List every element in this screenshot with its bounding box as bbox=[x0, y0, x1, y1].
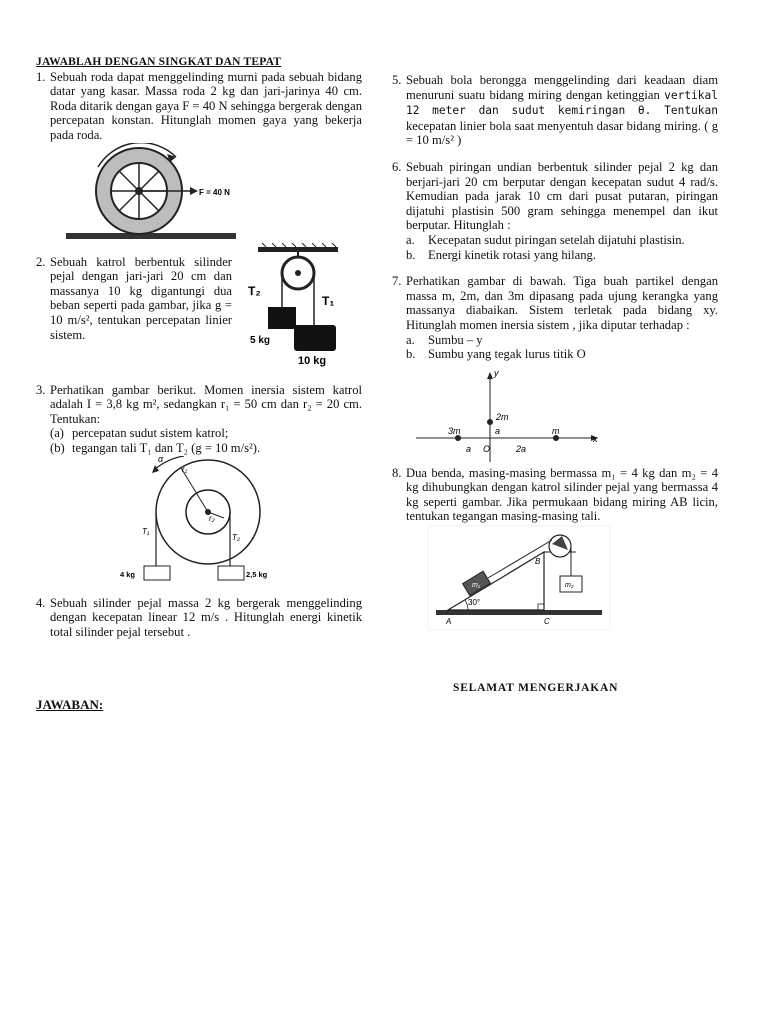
sub-label: a. bbox=[406, 232, 415, 247]
ceiling bbox=[258, 247, 338, 252]
question-number: 2. bbox=[36, 254, 46, 269]
question-7b bbox=[406, 347, 718, 362]
text-part: Sebuah bola berongga menggelinding dari keadaan diam menuruni suatu bidang miring dengan ketinggian bbox=[406, 73, 718, 102]
question-5 bbox=[392, 73, 718, 148]
sub-text: percepatan sudut sistem katrol; bbox=[72, 426, 229, 441]
point-c-label: C bbox=[544, 617, 550, 627]
pulley-diagram bbox=[228, 243, 358, 369]
axes-figure bbox=[392, 362, 718, 466]
sub-text: Kecepatan sudut piringan setelah dijatuhi plastisin. bbox=[428, 232, 685, 247]
incline-figure bbox=[392, 524, 718, 636]
question-number: 7. bbox=[392, 274, 402, 289]
question-intro: Perhatikan gambar berikut. Momen inersia sistem katrol adalah I = 3,8 kg m², sedangkan r₁ = 50 cm dan r₂ = 20 cm. Tentukan: bbox=[50, 382, 362, 426]
question-text bbox=[406, 73, 718, 148]
question-text: Dua benda, masing-masing bermassa m₁ = 4 kg dan m₂ = 4 kg dihubungkan dengan katrol silinder pejal yang bermassa 4 kg seperti gambar. Jika permukaan bidang miring AB licin, tentukan tegangan masing-masing tali. bbox=[406, 465, 718, 524]
block-m2-label: m₂ bbox=[565, 582, 574, 590]
left-column bbox=[36, 55, 362, 639]
tension-t2-label: T₂ bbox=[248, 283, 261, 298]
particle-m-label: m bbox=[552, 425, 560, 436]
sub-text: Energi kinetik rotasi yang hilang. bbox=[428, 247, 596, 262]
question-2-block bbox=[36, 255, 362, 383]
question-number: 8. bbox=[392, 465, 402, 480]
question-text: Sebuah silinder pejal massa 2 kg bergerak menggelinding dengan kecepatan linear 12 m/s . Hitunglah energi kinetik total silinder pejal tersebut . bbox=[50, 595, 362, 639]
closing-message: SELAMAT MENGERJAKAN bbox=[453, 682, 619, 694]
sub-text: Sumbu yang tegak lurus titik O bbox=[428, 347, 586, 362]
question-2 bbox=[36, 255, 232, 343]
question-6a bbox=[406, 233, 718, 248]
particle-axes-diagram bbox=[392, 362, 718, 466]
mass-10kg-label: 10 kg bbox=[298, 354, 327, 367]
distance-a-bottom: a bbox=[466, 443, 472, 454]
question-1 bbox=[36, 70, 362, 143]
question-3 bbox=[36, 383, 362, 456]
question-text: Sebuah katrol berbentuk silinder pejal dengan jari-jari 20 cm dan massanya 10 kg digantungi dua beban seperti pada gambar, jika g = 10 m/s², tentukan percepatan linier sistem. bbox=[50, 254, 232, 342]
mass-2-5kg bbox=[218, 566, 244, 580]
y-axis-arrowhead bbox=[487, 372, 493, 379]
ceiling-hatch bbox=[262, 243, 336, 247]
instruction-heading: JAWABLAH DENGAN SINGKAT DAN TEPAT bbox=[36, 56, 282, 68]
mass-10kg bbox=[294, 325, 336, 351]
x-axis-label: x bbox=[593, 433, 598, 444]
r1-label: r₁ bbox=[182, 464, 188, 474]
question-3b bbox=[50, 441, 362, 456]
sub-label: b. bbox=[406, 347, 416, 362]
point-a-label: A bbox=[446, 617, 452, 627]
question-8 bbox=[392, 466, 718, 524]
sub-label: (a) bbox=[50, 426, 64, 441]
question-number: 6. bbox=[392, 159, 402, 174]
right-column bbox=[392, 73, 718, 636]
answer-heading: JAWABAN: bbox=[36, 697, 104, 712]
pulley-axle bbox=[295, 270, 301, 276]
question-number: 3. bbox=[36, 382, 46, 397]
origin-label: O bbox=[483, 443, 491, 454]
y-axis-label: y bbox=[494, 367, 499, 378]
mass-5kg bbox=[268, 307, 296, 329]
ground bbox=[436, 610, 602, 615]
alpha-label: α bbox=[158, 455, 164, 464]
tension-t1-label: T₁ bbox=[322, 293, 335, 308]
sub-text: tegangan tali T₁ dan T₂ (g = 10 m/s²). bbox=[72, 440, 261, 455]
force-label: F = 40 N bbox=[199, 187, 230, 197]
question-7 bbox=[392, 274, 718, 362]
sub-text: Sumbu – y bbox=[428, 332, 483, 347]
distance-a-top: a bbox=[495, 425, 501, 436]
mass-4kg-label: 4 kg bbox=[120, 569, 136, 579]
distance-2a: 2a bbox=[516, 443, 527, 454]
mass-5kg-label: 5 kg bbox=[250, 334, 271, 346]
incline-pulley-diagram bbox=[392, 524, 718, 636]
question-text: Sebuah roda dapat menggelinding murni pada sebuah bidang datar yang kasar. Massa roda 2 kg dan jari-jarinya 40 cm. Roda ditarik dengan gaya F = 40 N sehingga bergerak dengan percepatan konstan. Hitunglah momen gaya yang bekerja pada roda. bbox=[50, 69, 362, 142]
text-part: kecepatan linier bola saat menyentuh dasar bidang miring. ( g = 10 m/s² ) bbox=[406, 118, 718, 148]
mass-4kg bbox=[144, 566, 170, 580]
sub-label: b. bbox=[406, 247, 416, 262]
sub-label: a. bbox=[406, 332, 415, 347]
text-part-mono: vertikal 12 meter dan sudut kemiringan θ. Tentukan bbox=[406, 88, 718, 118]
t2-label: T₂ bbox=[232, 532, 240, 542]
question-text: Perhatikan gambar di bawah. Tiga buah partikel dengan massa m, 2m, dan 3m dipasang pada ujung kerangka yang massanya diabaikan. Sistem terletak pada bidang xy. Hitunglah momen inersia sistem , jika diputar terhadap : bbox=[406, 274, 718, 332]
wheel-figure bbox=[36, 143, 362, 255]
particle-2m-label: 2m bbox=[496, 411, 509, 422]
question-number: 5. bbox=[392, 73, 402, 87]
question-6b bbox=[406, 248, 718, 263]
sub-label: (b) bbox=[50, 440, 65, 455]
double-pulley-diagram bbox=[36, 456, 362, 596]
question-4 bbox=[36, 596, 362, 640]
t1-label: T₁ bbox=[142, 526, 150, 536]
double-pulley-figure bbox=[36, 456, 362, 596]
mass-2-5kg-label: 2,5 kg bbox=[246, 569, 268, 579]
particle-3m-label: 3m bbox=[448, 425, 461, 436]
question-7a bbox=[406, 333, 718, 348]
particle-2m bbox=[487, 419, 493, 425]
r2-label: r₂ bbox=[209, 513, 215, 523]
point-b-label: B bbox=[535, 557, 541, 567]
ground bbox=[66, 233, 236, 239]
question-number: 1. bbox=[36, 69, 46, 84]
block-m1-label: m₁ bbox=[472, 582, 481, 590]
question-number: 4. bbox=[36, 595, 46, 610]
question-3a bbox=[50, 426, 362, 441]
question-text: Sebuah piringan undian berbentuk silinder pejal 2 kg dan berjari-jari 20 cm berputar dengan kecepatan sudut 4 rad/s. Kemudian pada jarak 10 cm dari pusat putaran, piringan dijatuhi plastisin 500 gram sehingga menempel dan ikut berputar. Hitunglah : bbox=[406, 159, 718, 233]
force-arrowhead bbox=[190, 187, 198, 195]
angle-label: 30° bbox=[468, 598, 481, 608]
question-6 bbox=[392, 160, 718, 262]
rolling-wheel-diagram bbox=[36, 143, 362, 255]
